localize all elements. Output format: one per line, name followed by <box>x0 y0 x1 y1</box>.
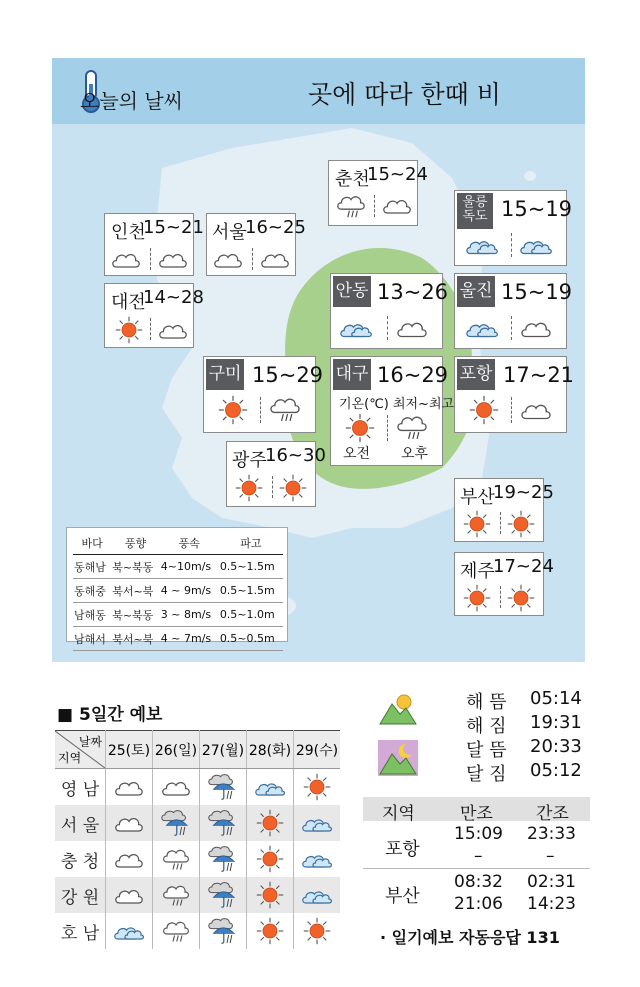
moonset-label: 달 짐 <box>466 764 507 785</box>
legend-am: 오전 <box>343 446 371 462</box>
heavy-rain-icon <box>207 772 239 802</box>
rain-icon <box>160 919 192 943</box>
card-jeju <box>454 552 554 616</box>
sun-icon <box>463 584 491 612</box>
auto-reply-note: · 일기예보 자동응답 131 <box>380 928 560 947</box>
temp-range: 15~19 <box>501 197 573 221</box>
city-name: 부산 <box>460 487 495 508</box>
cloud-icon <box>381 193 413 217</box>
city-tag: 대구 <box>333 359 371 390</box>
five-day-forecast-table <box>55 730 340 949</box>
forecast-day: 29(수) <box>294 731 341 769</box>
rain-icon <box>395 413 429 441</box>
table-row <box>55 877 340 913</box>
partly-cloudy-icon <box>465 316 499 340</box>
table-row <box>55 841 340 877</box>
sun-icon <box>218 395 248 425</box>
forecast-region: 서 울 <box>55 805 106 841</box>
cloud-icon <box>113 811 145 835</box>
card-gumi <box>203 356 324 433</box>
table-row <box>55 769 340 806</box>
table-row: 동해중 북서~북 4 ~ 9m/s 0.5~1.5m <box>73 579 283 603</box>
page-title: 오늘의 날씨 <box>80 89 183 113</box>
sea-header: 바다 <box>73 532 111 555</box>
cloud-icon <box>519 316 553 340</box>
city-name: 대전 <box>111 292 146 313</box>
cloud-icon <box>113 775 145 799</box>
city-name: 인천 <box>111 222 146 243</box>
partly-cloudy-icon <box>301 847 333 871</box>
tide-col-high: 만조 <box>460 804 493 824</box>
temp-range: 16~25 <box>245 217 306 238</box>
sun-icon <box>235 474 263 502</box>
partly-cloudy-icon <box>254 775 286 799</box>
sun-icon <box>463 510 491 538</box>
tide-value: – <box>546 846 555 866</box>
cloud-icon <box>157 247 189 271</box>
city-name: 광주 <box>232 450 267 471</box>
table-row: 남해동 북~북동 3 ~ 8m/s 0.5~1.0m <box>73 603 283 627</box>
moon-mountain-icon <box>378 740 418 776</box>
cloud-icon <box>110 247 142 271</box>
temp-range: 19~25 <box>493 482 554 503</box>
partly-cloudy-icon <box>519 233 553 257</box>
rain-icon <box>335 193 367 219</box>
sunset-label: 해 짐 <box>466 716 507 737</box>
forecast-title <box>57 700 162 725</box>
partly-cloudy-icon <box>339 316 373 340</box>
temp-range: 13~26 <box>377 280 449 304</box>
tide-col-low: 간조 <box>536 804 569 824</box>
sun-mountain-icon <box>378 690 418 726</box>
heavy-rain-icon <box>207 880 239 910</box>
temp-range: 17~21 <box>503 363 575 387</box>
sun-icon <box>279 474 307 502</box>
tide-region: 포항 <box>385 839 420 860</box>
rain-icon <box>160 847 192 871</box>
rain-icon <box>160 883 192 907</box>
sun-icon <box>303 917 331 945</box>
card-daejeon <box>104 283 204 348</box>
partly-cloudy-icon <box>465 233 499 257</box>
cloud-icon <box>212 247 244 271</box>
table-row <box>55 805 340 841</box>
forecast-region: 충 청 <box>55 841 106 877</box>
forecast-region: 호 남 <box>55 913 106 949</box>
heavy-rain-icon <box>207 916 239 946</box>
city-tag: 울릉 독도 <box>457 193 493 229</box>
city-tag: 울진 <box>457 276 495 307</box>
tide-region: 부산 <box>385 886 420 907</box>
temp-range: 15~21 <box>143 217 204 238</box>
card-daegu <box>330 356 455 466</box>
forecast-region: 영 남 <box>55 769 106 806</box>
sun-icon <box>115 316 143 344</box>
sun-icon <box>303 773 331 801</box>
table-row <box>55 913 340 949</box>
temp-range: 17~24 <box>493 556 554 577</box>
temp-range: 16~29 <box>377 363 449 387</box>
tide-value: 14:23 <box>527 894 576 914</box>
table-row: 남해서 북서~북 4 ~ 7m/s 0.5~0.5m <box>73 627 283 651</box>
card-incheon <box>104 213 204 276</box>
forecast-day: 25(토) <box>106 731 153 769</box>
partly-cloudy-icon <box>301 883 333 907</box>
forecast-region: 강 원 <box>55 877 106 913</box>
sun-icon <box>345 413 375 443</box>
forecast-corner: 날짜 지역 <box>55 731 106 769</box>
moonrise-label: 달 뜸 <box>466 740 507 761</box>
card-chuncheon <box>328 160 428 226</box>
forecast-day: 28(화) <box>247 731 294 769</box>
sunrise-time: 05:14 <box>530 688 582 709</box>
sea-conditions-table <box>66 527 288 646</box>
city-tag: 포항 <box>457 359 495 390</box>
city-name: 제주 <box>460 561 495 582</box>
tide-value: – <box>474 846 483 866</box>
temp-range: 15~19 <box>501 280 573 304</box>
sea-header: 풍속 <box>160 532 219 555</box>
city-tag: 구미 <box>206 359 244 390</box>
sea-header: 파고 <box>219 532 283 555</box>
city-tag: 안동 <box>333 276 371 307</box>
sun-icon <box>507 510 535 538</box>
tide-value: 02:31 <box>527 872 576 892</box>
sun-icon <box>469 395 499 425</box>
moonrise-time: 20:33 <box>530 736 582 757</box>
card-uljin <box>454 273 573 349</box>
sunset-time: 19:31 <box>530 712 582 733</box>
sun-icon <box>256 809 284 837</box>
card-ulleung <box>454 190 573 266</box>
partly-cloudy-icon <box>301 811 333 835</box>
temp-range: 16~30 <box>265 445 326 466</box>
forecast-title-text: 5일간 예보 <box>78 705 163 725</box>
partly-cloudy-icon <box>113 919 145 943</box>
city-name: 서울 <box>212 222 247 243</box>
table-row: 동해남 북~북동 4~10m/s 0.5~1.5m <box>73 555 283 579</box>
sun-icon <box>507 584 535 612</box>
cloud-icon <box>160 775 192 799</box>
forecast-day: 27(월) <box>200 731 247 769</box>
card-busan <box>454 478 554 542</box>
card-seoul <box>206 213 306 276</box>
cloud-icon <box>395 316 429 340</box>
tide-value: 21:06 <box>454 894 503 914</box>
tide-value: 15:09 <box>454 824 503 844</box>
cloud-icon <box>113 883 145 907</box>
legend-pm: 오후 <box>401 446 429 462</box>
headline: 곳에 따라 한때 비 <box>308 80 501 109</box>
heavy-rain-icon <box>207 844 239 874</box>
tide-value: 08:32 <box>454 872 503 892</box>
cloud-icon <box>113 847 145 871</box>
sea-header: 풍향 <box>111 532 160 555</box>
card-pohang <box>454 356 575 433</box>
sun-icon <box>256 845 284 873</box>
card-andong <box>330 273 449 349</box>
temp-range: 15~24 <box>367 164 428 185</box>
city-name: 춘천 <box>335 169 370 190</box>
temp-range: 15~29 <box>252 363 324 387</box>
heavy-rain-icon <box>160 808 192 838</box>
forecast-day: 26(일) <box>153 731 200 769</box>
heavy-rain-icon <box>207 808 239 838</box>
square-bullet-icon: ■ <box>57 705 79 725</box>
legend-caption: 기온(℃) 최저~최고 <box>339 397 455 412</box>
sun-icon <box>256 917 284 945</box>
card-gwangju <box>226 441 326 507</box>
tide-value: 23:33 <box>527 824 576 844</box>
sunrise-label: 해 뜸 <box>466 692 507 713</box>
rain-icon <box>268 395 302 423</box>
cloud-icon <box>157 318 189 342</box>
temp-range: 14~28 <box>143 287 204 308</box>
moonset-time: 05:12 <box>530 760 582 781</box>
tide-col-region: 지역 <box>382 804 415 824</box>
sun-icon <box>256 881 284 909</box>
cloud-icon <box>519 397 553 423</box>
cloud-icon <box>259 247 291 271</box>
